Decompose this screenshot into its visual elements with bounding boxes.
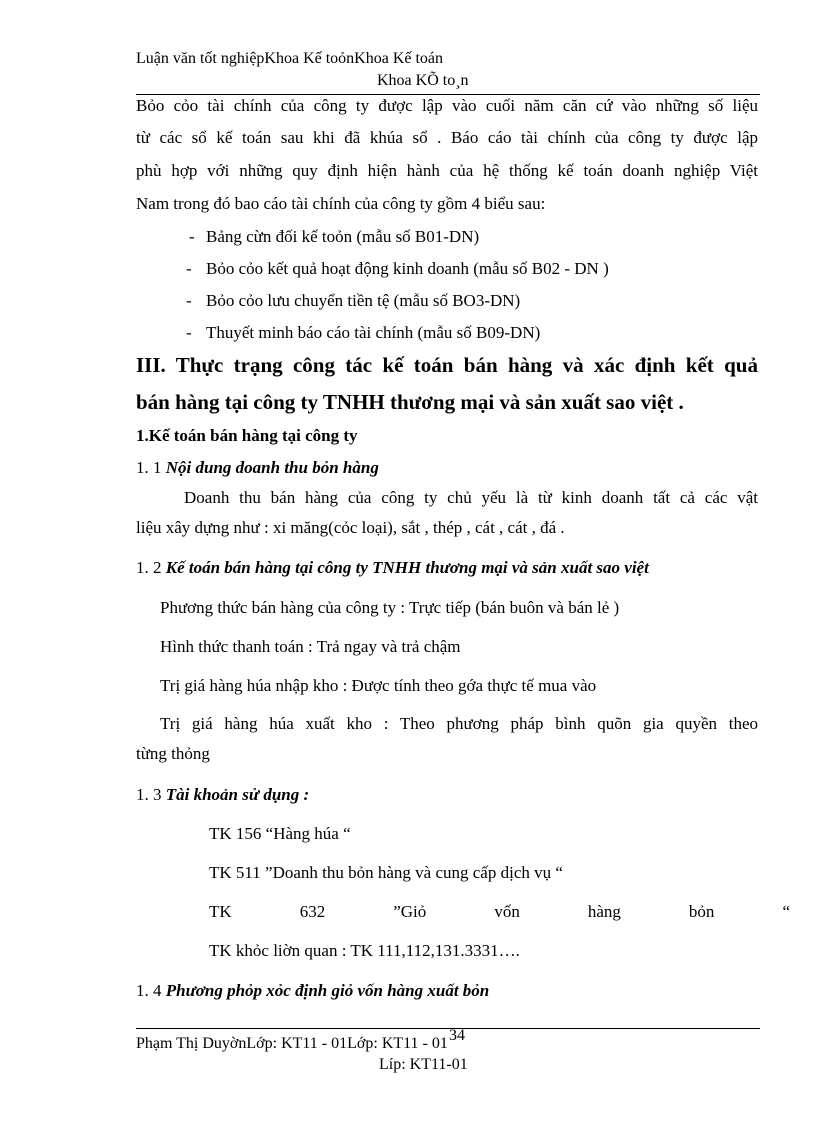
footer-line-1: Phạm Thị DuyờnLớp: KT11 - 01Lớp: KT11 - 01 [136, 1035, 448, 1052]
payment-method-line: Hình thức thanh toán : Trả ngay và trả chậm [160, 637, 461, 656]
sales-method-line: Phương thức bán hàng của công ty : Trực tiếp (bán buôn và bán lẻ ) [160, 598, 620, 617]
account-word: TK [209, 902, 232, 921]
subsection-1-1-title: Nội dung doanh thu bỏn hàng [165, 458, 379, 477]
account-word: 632 [299, 902, 326, 921]
subsection-1-4-title: Phương phỏp xỏc định giỏ vốn hàng xuất bỏn [165, 981, 490, 1000]
footer-line-2: Líp: KT11-01 [379, 1056, 468, 1073]
list-item: Thuyết minh báo cáo tài chính (mẫu số B09-DN) [206, 323, 541, 342]
subsection-1-3-number: 1. 3 [136, 785, 166, 804]
header-rule [136, 94, 760, 95]
account-word: vốn [494, 902, 520, 921]
subsection-1-3 [136, 785, 309, 805]
subsection-1-title: 1.Kế toán bán hàng tại công ty [136, 426, 358, 445]
subsection-1-2-number: 1. 2 [136, 558, 166, 577]
subsection-1-4 [136, 981, 489, 1001]
account-word: hàng [587, 902, 621, 921]
account-line-spaced [209, 902, 790, 922]
header-line-2: Khoa KÕ to¸n [377, 72, 469, 89]
list-item-dash: - [186, 291, 192, 310]
section-heading-3-line-2: bán hàng tại công ty TNHH thương mại và sản xuất sao việt . [136, 390, 684, 414]
subsection-1-1 [136, 458, 379, 478]
subsection-1-4-number: 1. 4 [136, 981, 166, 1000]
section-heading-3-line-1: III. Thực trạng công tác kế toán bán hàng và xác định kết quả [136, 353, 758, 377]
header-line-1: Luận văn tốt nghiệpKhoa Kế toỏnKhoa Kế toán [136, 50, 444, 67]
list-item-dash: - [189, 227, 195, 246]
list-item: Bảng cừn đối kế toỏn (mẫu số B01-DN) [206, 227, 480, 246]
list-item-dash: - [186, 259, 192, 278]
account-word: bỏn [688, 902, 715, 921]
para1-line-4: Nam trong đó bao cáo tài chính của công ty gồm 4 biểu sau: [136, 194, 546, 213]
page-number: 34 [449, 1027, 465, 1044]
subsection-1-3-title: Tài khoản sử dụng : [165, 785, 310, 804]
subsection-1-2 [136, 558, 649, 578]
list-item: Bỏo cỏo kết quả hoạt động kinh doanh (mẫu số B02 - DN ) [206, 259, 609, 278]
import-value-line: Trị giá hàng húa nhập kho : Được tính theo gớa thực tế mua vào [160, 676, 597, 695]
account-line: TK khỏc liờn quan : TK 111,112,131.3331…. [209, 941, 520, 960]
para2-line-1: Doanh thu bán hàng của công ty chủ yếu là từ kinh doanh tất cả các vật [184, 488, 758, 507]
account-line: TK 511 ”Doanh thu bỏn hàng và cung cấp dịch vụ “ [209, 863, 563, 882]
list-item-dash: - [186, 323, 192, 342]
para1-line-2: từ các sổ kế toán sau khi đã khúa sổ . Báo cáo tài chính của công ty được lập [136, 128, 758, 147]
subsection-1-2-title: Kế toán bán hàng tại công ty TNHH thương mại và sản xuất sao việt [165, 558, 649, 577]
subsection-1-1-number: 1. 1 [136, 458, 166, 477]
para3-line-2: từng thỏng [136, 744, 210, 763]
para3-line-1: Trị giá hàng húa xuất kho : Theo phương pháp bình quõn gia quyền theo [160, 714, 758, 733]
footer-rule [136, 1028, 760, 1029]
account-line: TK 156 “Hàng húa “ [209, 824, 351, 843]
account-word: ”Giỏ [393, 902, 427, 921]
account-word: “ [782, 902, 790, 921]
para1-line-1: Bỏo cỏo tài chính của công ty được lập vào cuối năm căn cứ vào những số liệu [136, 96, 758, 115]
para2-line-2: liệu xây dựng như : xi măng(cỏc loại), sắt , thép , cát , cát , đá . [136, 518, 565, 537]
list-item: Bỏo cỏo lưu chuyển tiền tệ (mẫu số BO3-DN) [206, 291, 521, 310]
para1-line-3: phù hợp với những quy định hiện hành của hệ thống kế toán doanh nghiệp Việt [136, 161, 758, 180]
